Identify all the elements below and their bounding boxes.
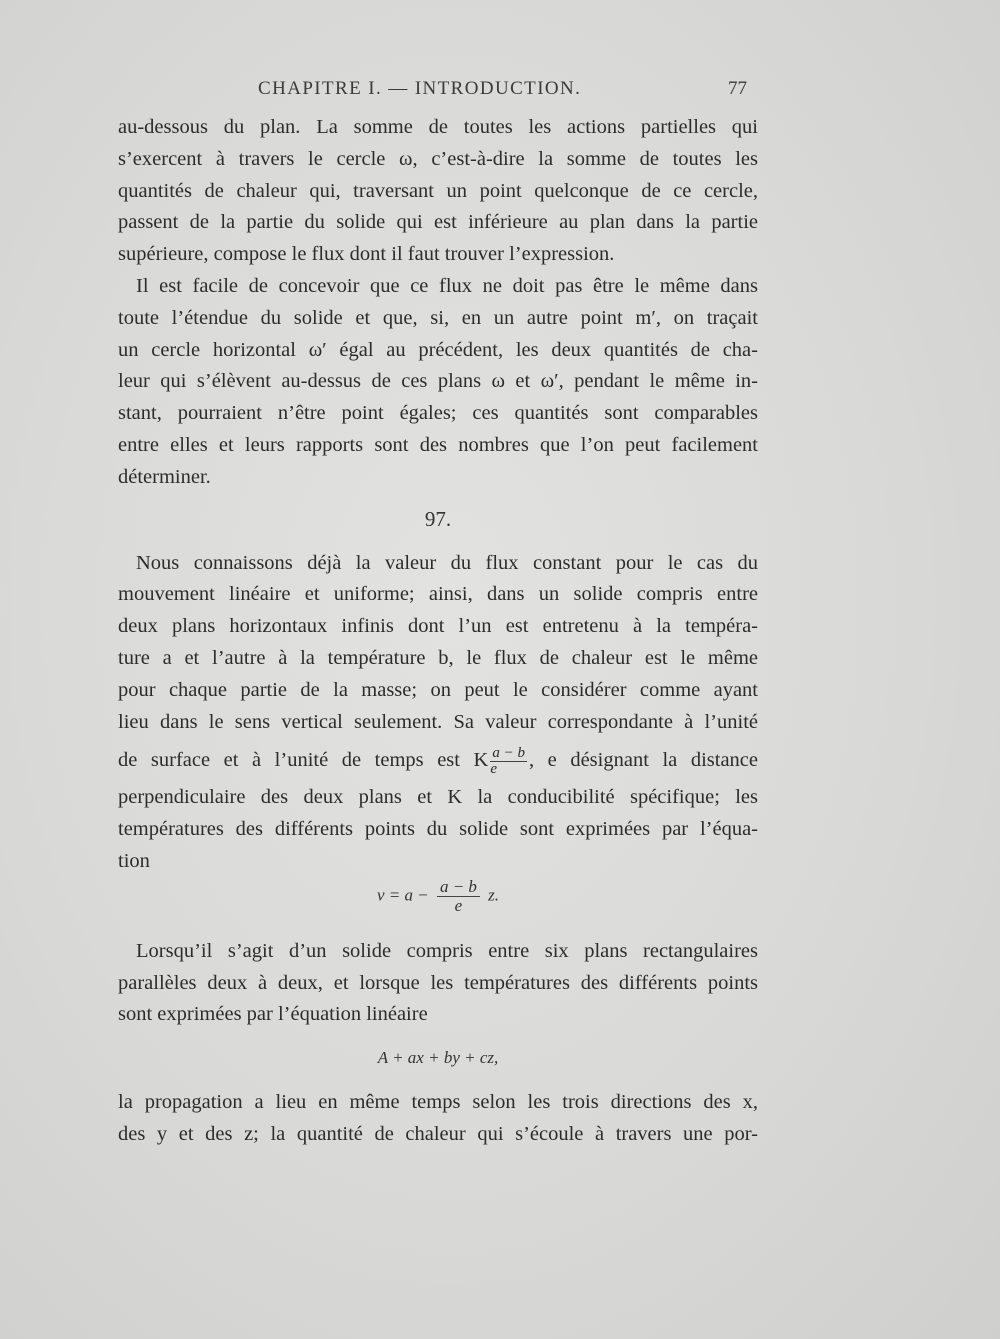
paragraph-2 bbox=[118, 271, 758, 494]
page-body bbox=[118, 112, 758, 1151]
text-line: stant, pourraient n’être point égales; ces quantités sont comparables bbox=[118, 402, 758, 425]
text-line: déterminer. bbox=[118, 465, 211, 488]
equation-right: z. bbox=[488, 885, 500, 905]
text-line: entre elles et leurs rapports sont des nombres que l’on peut facilement bbox=[118, 433, 758, 456]
text-line: parallèles deux à deux, et lorsque les températures des différents points bbox=[118, 971, 758, 994]
text-line: Il est facile de concevoir que ce flux ne doit pas être le même dans bbox=[136, 274, 758, 297]
equation-left: v = a − bbox=[376, 885, 429, 905]
paragraph-5 bbox=[118, 1087, 758, 1151]
equation-2: A + ax + by + cz, bbox=[377, 1048, 499, 1068]
paragraph-4 bbox=[118, 936, 758, 1031]
text-line: pour chaque partie de la masse; on peut le considérer comme ayant bbox=[118, 678, 758, 701]
text-line: s’exercent à travers le cercle ω, c’est-à-dire la somme de toutes les bbox=[118, 147, 758, 170]
text-line: Nous connaissons déjà la valeur du flux constant pour le cas du bbox=[136, 551, 758, 574]
formula-line bbox=[118, 738, 758, 782]
fraction-numerator: a − b bbox=[492, 745, 525, 762]
inline-fraction bbox=[490, 746, 527, 777]
text-line: lieu dans le sens vertical seulement. Sa valeur correspondante à l’unité bbox=[118, 710, 758, 733]
paragraph-3 bbox=[118, 548, 758, 878]
equation-1 bbox=[118, 878, 758, 924]
section-number: 97. bbox=[424, 506, 452, 531]
page-header bbox=[0, 78, 1000, 108]
text-line: au-dessous du plan. La somme de toutes les actions partielles qui bbox=[118, 116, 758, 138]
text-line: sont exprimées par l’équation linéaire bbox=[118, 1003, 428, 1026]
text-line: ture a et l’autre à la température b, le flux de chaleur est le même bbox=[118, 646, 758, 669]
text-line: un cercle horizontal ω′ égal au précédent, les deux quantités de cha- bbox=[118, 338, 758, 361]
text-line: leur qui s’élèvent au-dessus de ces plans ω et ω′, pendant le même in- bbox=[118, 370, 758, 393]
text-line: la propagation a lieu en même temps selon les trois directions des x, bbox=[118, 1091, 758, 1114]
text-line: perpendiculaire des deux plans et K la conducibilité spécifique; les bbox=[118, 786, 758, 809]
equation-fraction bbox=[437, 878, 480, 915]
text-line: tion bbox=[118, 849, 150, 872]
spacer bbox=[118, 924, 758, 936]
fraction-numerator: a − b bbox=[437, 878, 480, 897]
text-line: supérieure, compose le flux dont il faut trouver l’expression. bbox=[118, 243, 615, 266]
text-line: deux plans horizontaux infinis dont l’un est entretenu à la tempéra- bbox=[118, 615, 758, 638]
text-line: passent de la partie du solide qui est inférieure au plan dans la partie bbox=[118, 211, 758, 234]
paragraph-1 bbox=[118, 112, 758, 271]
formula-line-after: , e désignant la distance bbox=[528, 749, 758, 772]
fraction-denominator: e bbox=[454, 895, 463, 915]
fraction-denominator: e bbox=[490, 761, 498, 778]
page-number: 77 bbox=[728, 78, 747, 99]
text-line: températures des différents points du solide sont exprimées par l’équa- bbox=[118, 818, 758, 841]
running-head: CHAPITRE I. — INTRODUCTION. bbox=[258, 78, 582, 99]
text-line: des y et des z; la quantité de chaleur qui s’écoule à travers une por- bbox=[118, 1122, 758, 1145]
text-line: toute l’étendue du solide et que, si, en un autre point m′, on traçait bbox=[118, 306, 758, 329]
text-line: mouvement linéaire et uniforme; ainsi, dans un solide compris entre bbox=[118, 583, 758, 606]
formula-line-before: de surface et à l’unité de temps est K bbox=[118, 749, 489, 772]
text-line: Lorsqu’il s’agit d’un solide compris entre six plans rectangulaires bbox=[136, 939, 758, 962]
text-line: quantités de chaleur qui, traversant un point quelconque de ce cercle, bbox=[118, 179, 758, 202]
